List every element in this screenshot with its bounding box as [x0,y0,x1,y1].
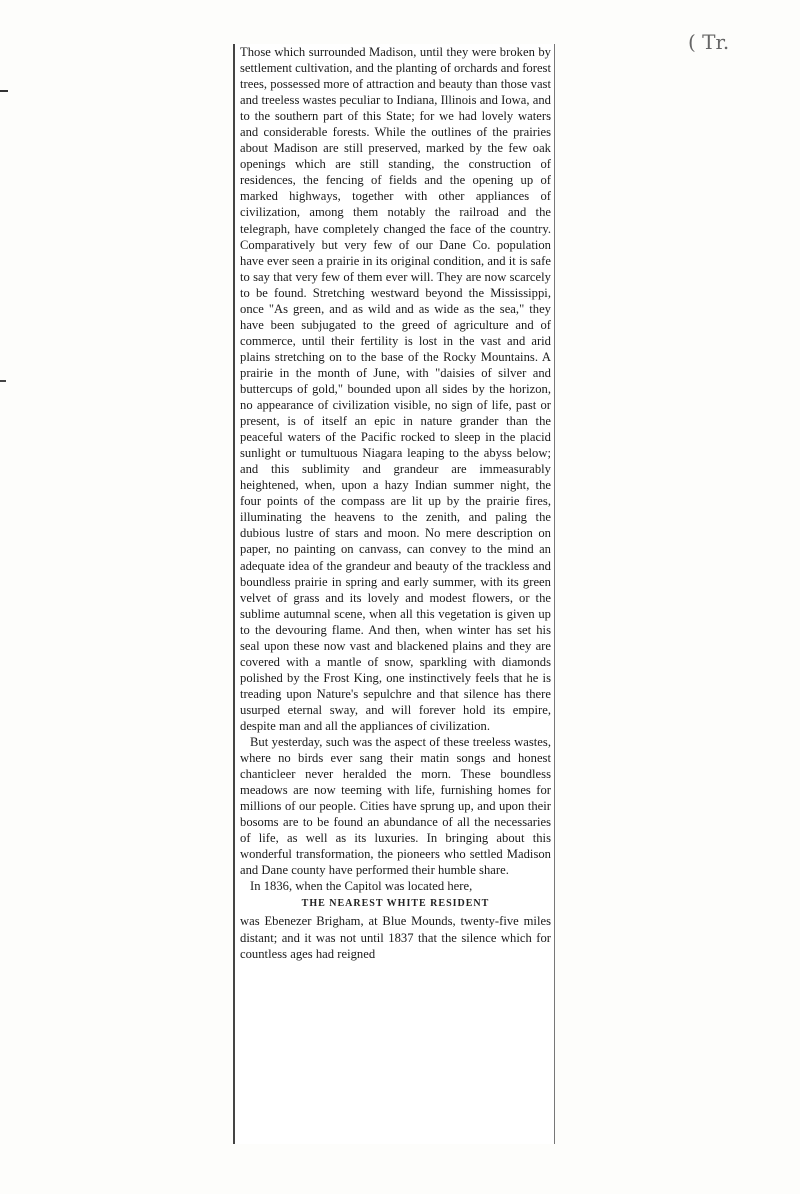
article-paragraph-closing: was Ebenezer Brigham, at Blue Mounds, twenty-five miles distant; and it was not until 1837 that the silence which for countless ages had reigned [240,914,551,961]
article-paragraph-1: Those which surrounded Madison, until they were broken by settlement cultivation, and the planting of orchards and forest trees, possessed more of attraction and beauty than those vast and treeless wastes peculiar to Indiana, Illinois and Iowa, and to the southern part of this State; for we had lovely waters and considerable forests. While the outlines of the prairies about Madison are still preserved, marked by the few oak openings which are still standing, the construction of residences, the fencing of fields and the opening up of marked highways, together with other appliances of civilization, among them notably the railroad and the telegraph, have completely changed the face of the country. Comparatively but very few of our Dane Co. population have ever seen a prairie in its original condition, and it is safe to say that very few of them ever will. They are now scarcely to be found. Stretching westward beyond the Mississippi, once "As green, and as wild and as wide as the sea," they have been subjugated to the greed of agriculture and of commerce, until their fertility is lost in the vast and arid plains stretching on to the base of the Rocky Mountains. A prairie in the month of June, with "daisies of silver and buttercups of gold," bounded upon all sides by the horizon, no appearance of civilization visible, no sign of life, past or present, is of itself an epic in nature grander than the peaceful waters of the Pacific rocked to sleep in the placid sunlight or tumultuous Niagara leaping to the abyss below; and this sublimity and grandeur are immeasurably heightened, when, upon a hazy Indian summer night, the four points of the compass are lit up by the prairie fires, illuminating the heavens to the zenith, and paling the dubious lustre of stars and moon. No mere description on paper, no painting on canvass, can convey to the mind an adequate idea of the grandeur and beauty of the trackless and boundless prairie in spring and early summer, with its green velvet of grass and its lovely and modest flowers, or the sublime autumnal scene, when all this vegetation is given up to the devouring flame. And then, when winter has set his seal upon these now vast and blackened plains and they are covered with a mantle of snow, sparkling with diamonds polished by the Frost King, one instinctively feels that he is treading upon Nature's sepulchre and that silence has there usurped eternal sway, and will forever hold its empire, despite man and all the appliances of civilization. [240,45,551,733]
margin-annotation: ( Tr. [688,30,730,54]
article-paragraph-2: But yesterday, such was the aspect of these treeless wastes, where no birds ever sang their matin songs and honest chanticleer never heralded the morn. These boundless meadows are now teeming with life, furnishing homes for millions of our people. Cities have sprung up, and upon their bosoms are to be found an abundance of all the necessaries of life, as well as its luxuries. In bringing about this wonderful transformation, the pioneers who settled Madison and Dane county have performed their humble share. [240,735,551,878]
newspaper-clipping-column [233,44,555,1144]
scan-edge-mark [0,90,8,92]
article-paragraph-3: In 1836, when the Capitol was located here, [250,879,473,894]
scan-edge-mark [0,380,6,382]
section-subheading: THE NEAREST WHITE RESIDENT [301,898,490,910]
